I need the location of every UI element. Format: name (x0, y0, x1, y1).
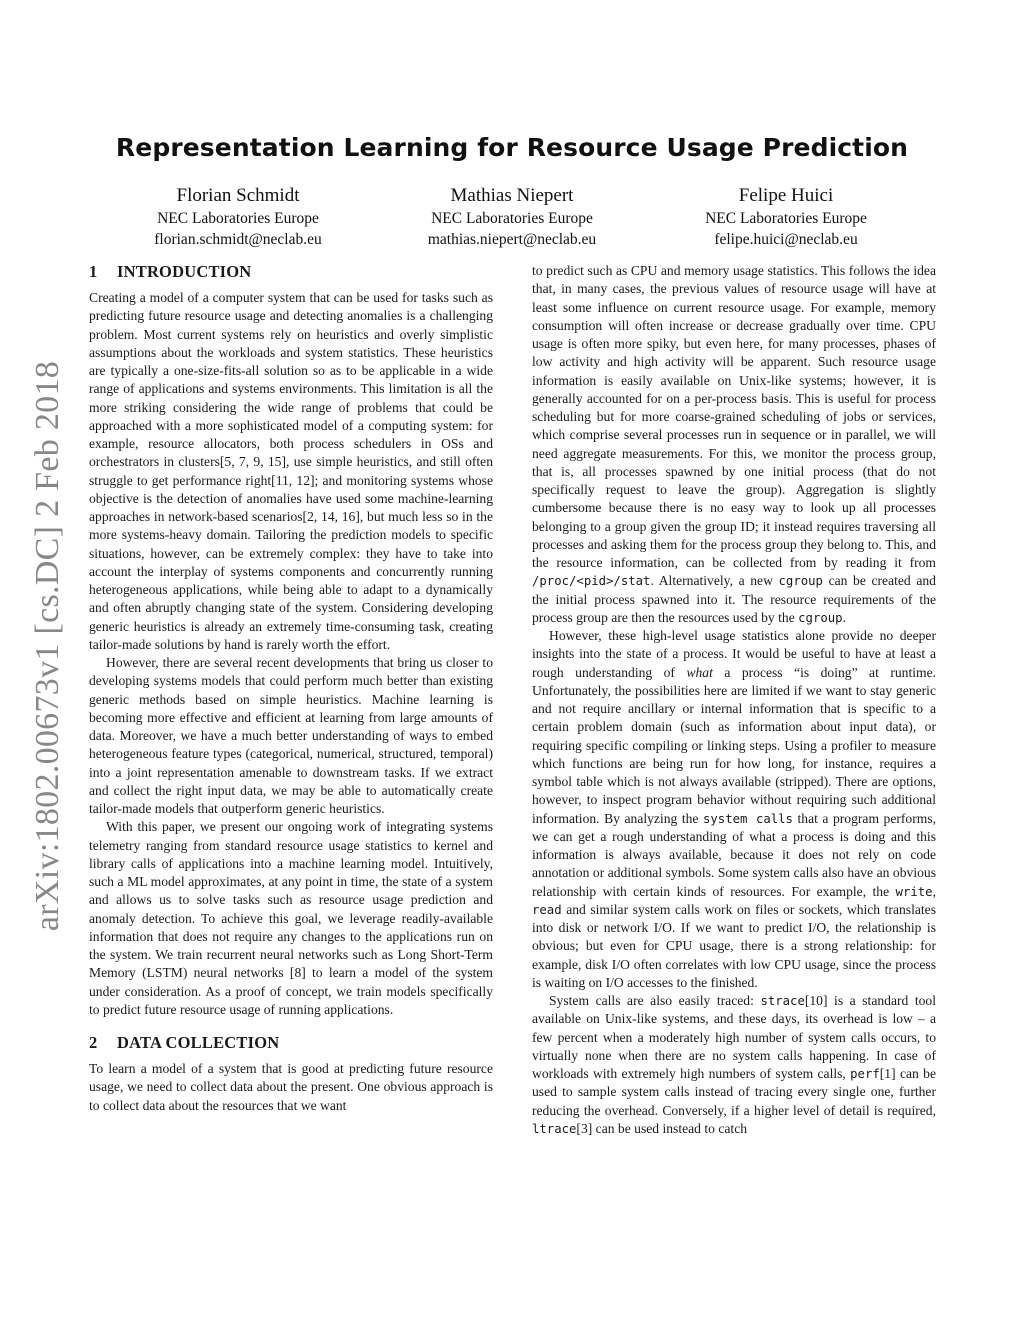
paragraph-text: that a program performs, we can get a rough understanding of what a process is doing and this information is always available, because it does not rely on code annotation or additional symbols. Some system calls also have an obvious relationship with certain kinds of resources. For example, the (532, 810, 937, 899)
section-title: INTRODUCTION (117, 262, 252, 281)
paragraph-text: to predict such as CPU and memory usage statistics. This follows the idea that, in many cases, the previous values of resource usage will have at least some influence on current resource usage. For example, memory consumption will often increase or decrease gradually over time. CPU usage is often more spiky, but even here, for many processes, phases of low activity and high activity will be apparent. Such resource usage information is easily available on Unix-like systems; however, it is generally accounted for on a per-process basis. This is useful for process scheduling but for more coarse-grained scheduling of jobs or services, which comprise several processes run in sequence or in parallel, we will need aggregate measurements. For this, we monitor the process group, that is, all processes spawned by one initial process (that do not specifically request to leave the group). Aggregation is slightly cumbersome because there is no easy way to look up all processes belonging to a group given the group ID; it instead requires traversing all processes and asking them for the process group they belong to. This, and the resource information, can be collected from by reading it from (532, 263, 936, 570)
section-title: DATA COLLECTION (117, 1033, 280, 1052)
author-email: florian.schmidt@neclab.eu (154, 231, 322, 248)
paragraph-text: , (932, 883, 936, 899)
paragraph-text: However, these high-level usage statistics alone provide no deeper insights into the state of a process. It would be useful to have at least a rough understanding of (532, 628, 936, 680)
author-block-3 (636, 184, 936, 250)
author-affiliation: NEC Laboratories Europe (705, 210, 867, 227)
code-term: ltrace (532, 1121, 577, 1136)
author-block-2 (362, 184, 662, 250)
author-block-1 (88, 184, 388, 250)
code-term: cgroup (798, 610, 843, 625)
code-term: read (532, 902, 562, 917)
paragraph-text: [3] can be used instead to catch (576, 1120, 748, 1136)
section-heading-data-collection (89, 1033, 493, 1053)
paragraph: However, there are several recent developments that bring us closer to developing systems models that could perform much better than existing generic methods based on simple heuristics. Machine learning is becoming more effective and efficient at learning from large amounts of data. Moreover, we have a much better understanding of ways to embed heterogeneous feature types (categorical, numerical, structured, temporal) into a joint representation amenable to downstream tasks. If we extract and collect the right input data, we may be able to automatically create tailor-made models that outperform generic heuristics. (89, 655, 493, 816)
author-name: Florian Schmidt (176, 185, 300, 206)
section-number: 1 (89, 262, 98, 281)
code-term: system calls (703, 811, 793, 826)
author-affiliation: NEC Laboratories Europe (431, 210, 593, 227)
paragraph-text: [1] can be used to sample system calls instead of tracing every single one, further reducing the overhead. Conversely, if a higher level of detail is required, (532, 1066, 936, 1118)
left-column (89, 262, 493, 1115)
emphasis: what (686, 664, 713, 680)
section-number: 2 (89, 1033, 98, 1052)
code-term: write (895, 884, 933, 899)
paragraph (532, 992, 936, 1138)
paragraph (532, 262, 936, 627)
paragraph-text: [10] is a standard tool available on Unix-like systems, and these days, its overhead is low – a few percent when a moderately high number of system calls occurs, to virtually none when there are no system calls happening. In case of workloads with extremely high numbers of system calls, (532, 993, 936, 1081)
paragraph: Creating a model of a computer system that can be used for tasks such as predicting future resource usage and detecting anomalies is a challenging problem. Most current systems rely on heuristics and overly simplistic assumptions about the workloads and system statistics. These heuristics are typically a one-size-fits-all solution so as to be applicable in a wide range of applications and systems environments. This limitation is all the more striking considering the wide range of problems that could be approached with a more sophisticated model of a computing system: for example, resource allocators, both process schedulers in OSs and orchestrators in clusters[5, 7, 9, 15], use simple heuristics, and still often struggle to get performance right[11, 12]; and monitoring systems whose objective is the detection of anomalies have used some machine-learning approaches in network-based scenarios[2, 14, 16], but much less so in the more systems-heavy domain. Tailoring the prediction models to specific situations, however, can be extremely complex: they have to take into account the interplay of systems components and concurrently running heterogeneous applications, while being able to adapt to a dynamically and often abruptly changing state of the system. Considering developing generic heuristics is already an extremely time-consuming task, creating tailor-made solutions by hand is rarely worth the effort. (89, 290, 493, 652)
paragraph: To learn a model of a system that is good at predicting future resource usage, we need to collect data about the present. One obvious approach is to collect data about the resources that we want (89, 1061, 493, 1113)
paragraph-text: . (842, 609, 846, 625)
code-term: cgroup (778, 574, 823, 589)
code-term: strace (760, 994, 805, 1008)
paragraph: With this paper, we present our ongoing work of integrating systems telemetry ranging from standard resource usage statistics to kernel and library calls of applications into a machine learning model. Intuitively, such a ML model approximates, at any point in time, the state of a system and allows us to solve tasks such as resource usage prediction and anomaly detection. To achieve this goal, we leverage readily-available information that does not require any changes to the applications run on the system. We train recurrent neural networks such as Long Short-Term Memory (LSTM) neural networks [8] to learn a model of the system under consideration. As a proof of concept, we train models specifically to predict future resource usage of running applications. (89, 819, 493, 1017)
paragraph-text: and similar system calls work on files or sockets, which translates into disk or network I/O. If we want to predict I/O, the relationship is obvious; but even for CPU usage, there is a strong relationship: for example, disk I/O often correlates with low CPU usage, since the process is waiting on I/O accesses to the finished. (532, 901, 936, 990)
author-email: mathias.niepert@neclab.eu (427, 231, 597, 248)
paragraph-text: a process “is doing” at runtime. Unfortunately, the possibilities here are limited if we want to stay generic and not require ancillary or internal information that is specific to a certain problem domain (such as information about input data), or requiring specific compiling or linking steps. Using a profiler to measure which functions are being run for how long, for instance, requires a symbol table which is not always available (stripped). There are options, however, to inspect program behavior without requiring such additional information. By analyzing the (532, 664, 937, 826)
code-path: /proc/<pid>/stat (532, 574, 651, 589)
right-column (532, 262, 936, 1138)
paragraph-text: can be created and the initial process spawned into it. The resource requirements of the process group are then the resources used by the (532, 573, 936, 625)
author-email: felipe.huici@neclab.eu (714, 231, 858, 248)
arxiv-identifier-stamp: arXiv:1802.00673v1 [cs.DC] 2 Feb 2018 (29, 360, 66, 932)
author-name: Felipe Huici (738, 185, 834, 206)
paper-title: Representation Learning for Resource Usage Prediction (115, 133, 909, 162)
paragraph-text: . Alternatively, a new (650, 573, 773, 589)
author-name: Mathias Niepert (450, 185, 574, 206)
paragraph-text: System calls are also easily traced: (549, 993, 754, 1008)
paragraph (532, 627, 936, 992)
section-heading-introduction (89, 262, 493, 282)
code-term: perf (850, 1067, 880, 1081)
author-affiliation: NEC Laboratories Europe (157, 210, 319, 227)
